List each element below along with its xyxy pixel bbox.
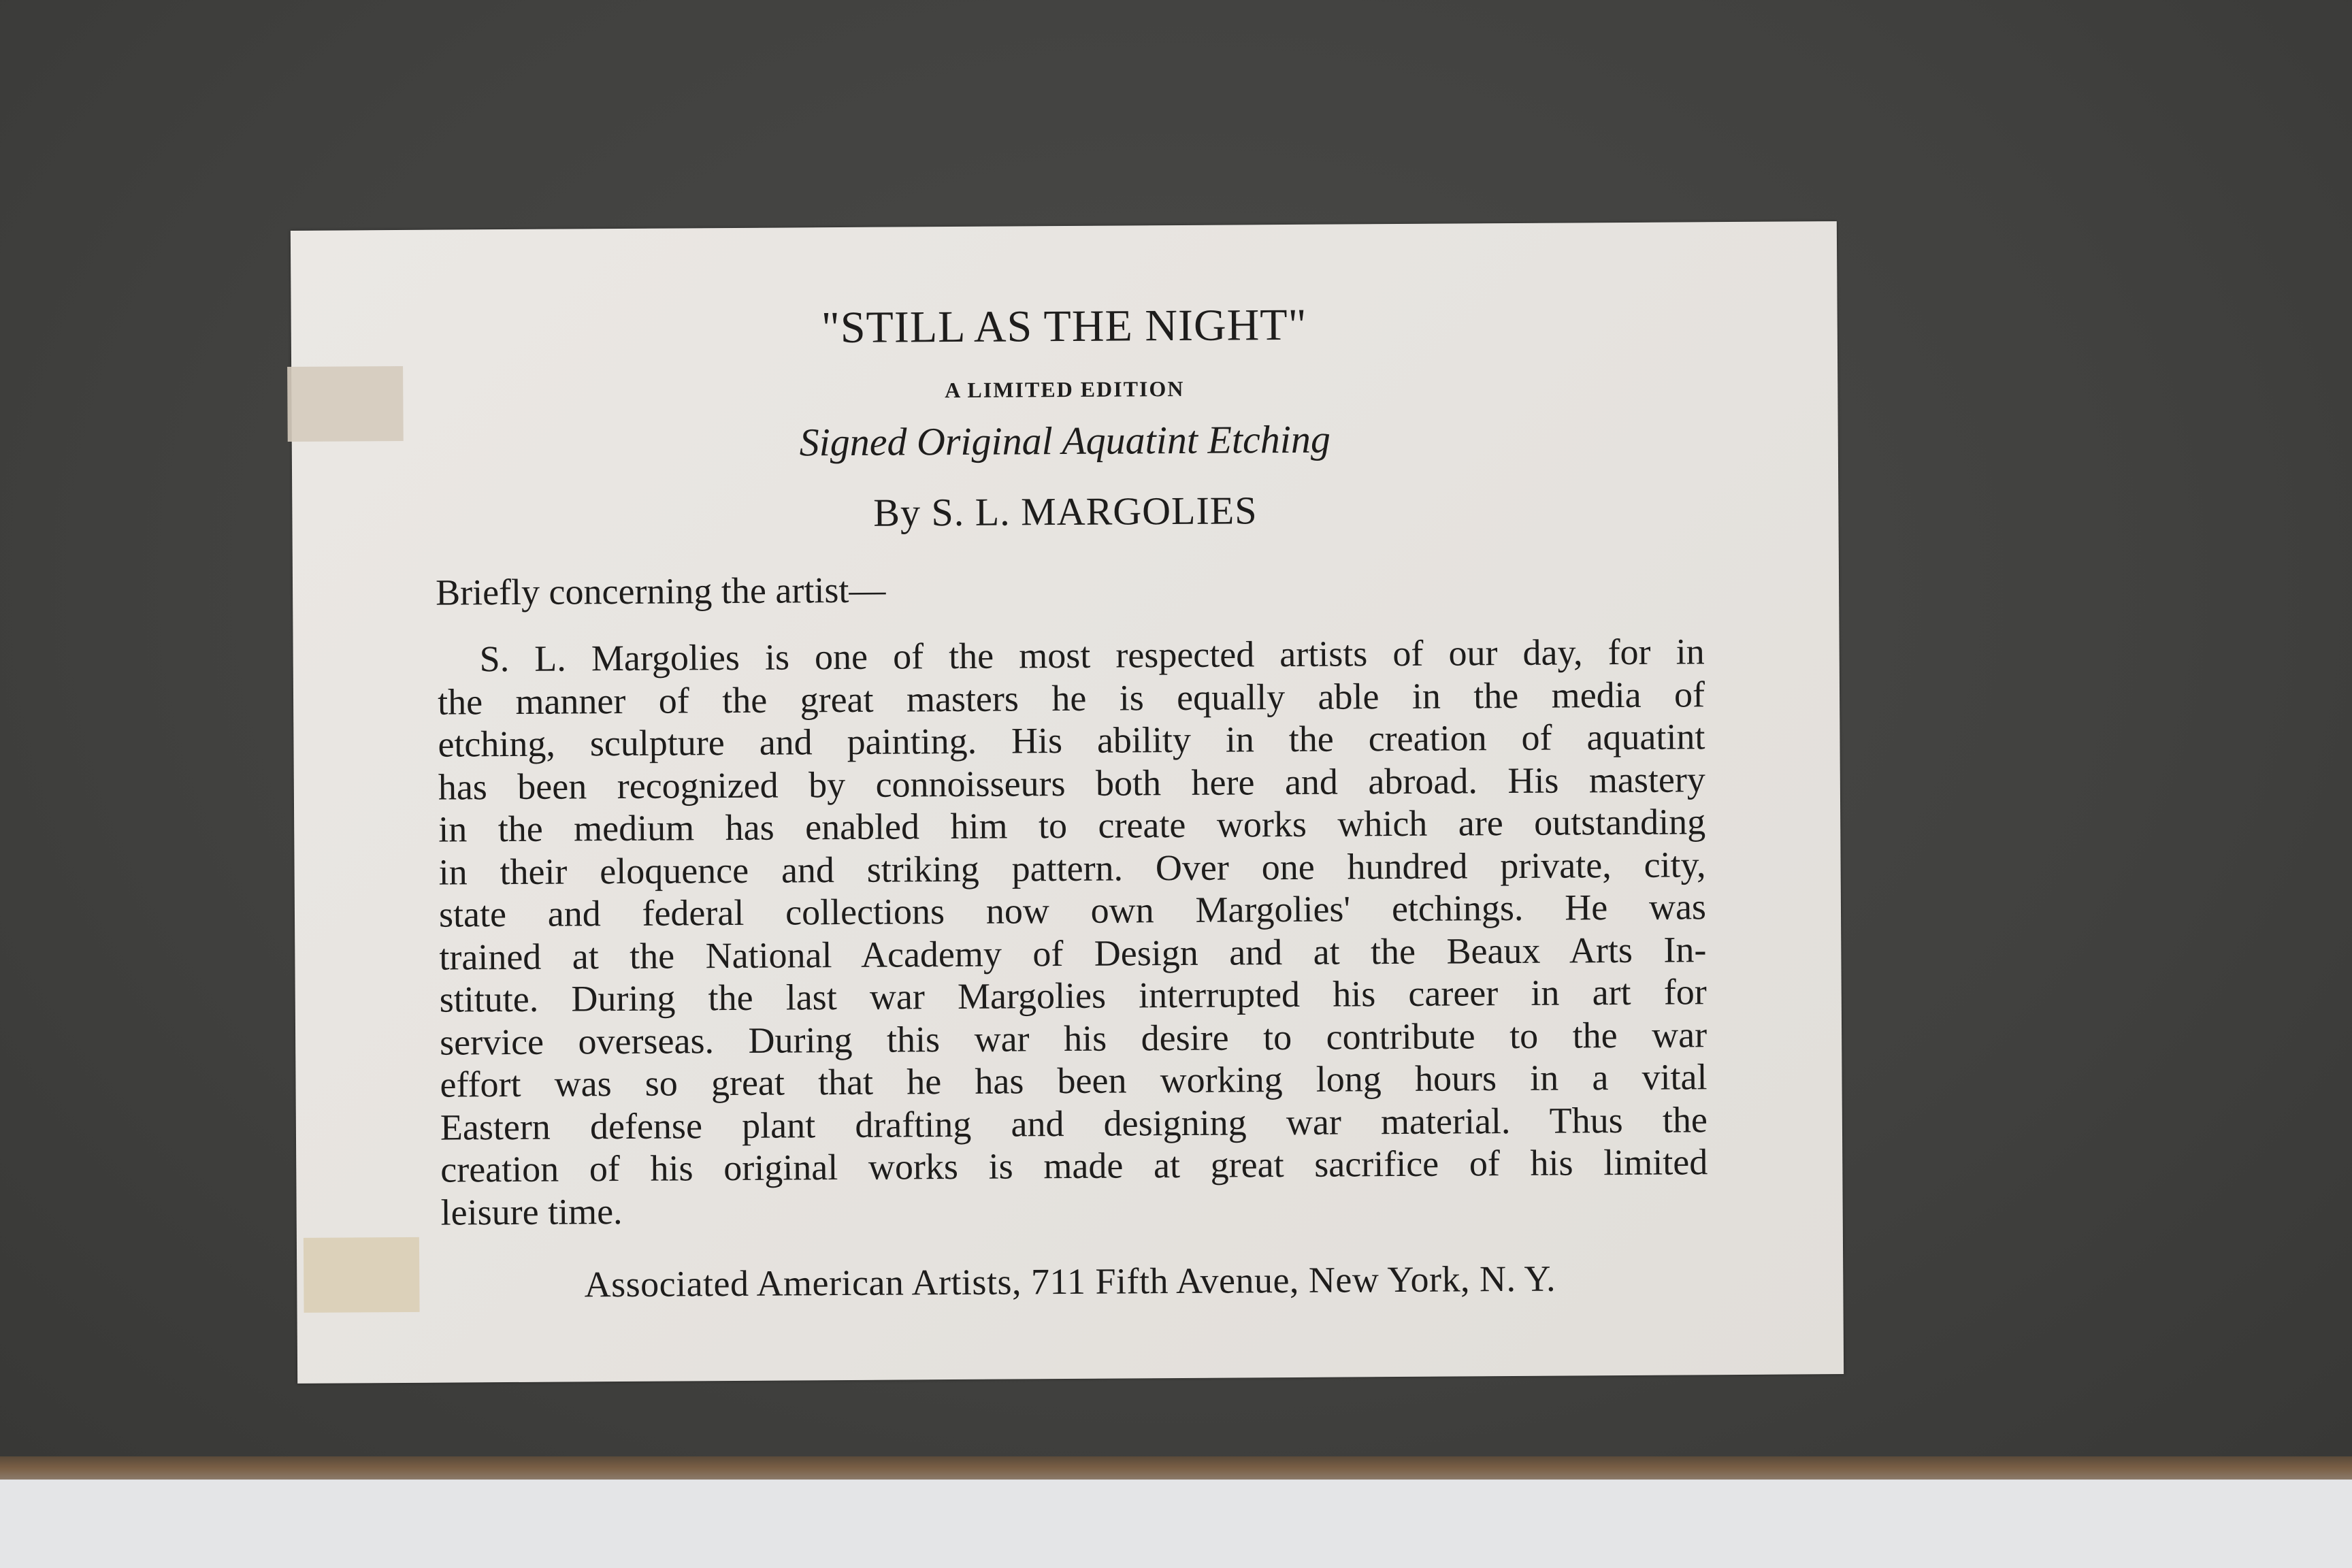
printed-label-card bbox=[291, 221, 1844, 1384]
artwork-title: "STILL AS THE NIGHT" bbox=[821, 299, 1307, 353]
frame-edge bbox=[0, 1456, 2352, 1480]
medium-subtitle: Signed Original Aquatint Etching bbox=[799, 416, 1331, 465]
bio-line: leisure time. bbox=[440, 1190, 623, 1233]
bio-line: Eastern defense plant drafting and designing war material. Thus the bbox=[440, 1098, 1708, 1148]
artist-byline: By S. L. MARGOLIES bbox=[873, 488, 1258, 535]
bio-line: state and federal collections now own Margolies' etchings. He was bbox=[438, 886, 1707, 935]
intro-heading: Briefly concerning the artist— bbox=[435, 569, 886, 613]
bio-line: service overseas. During this war his desire to contribute to the war bbox=[439, 1013, 1708, 1063]
bio-line: has been recognized by connoisseurs both here and abroad. His mastery bbox=[438, 758, 1705, 808]
background-surface bbox=[0, 1480, 2352, 1568]
bio-line: S. L. Margolies is one of the most respected artists of our day, for in bbox=[479, 631, 1705, 680]
artist-biography bbox=[438, 630, 1708, 1233]
bio-line: in their eloquence and striking pattern. Over one hundred private, city, bbox=[438, 843, 1706, 893]
bio-line: creation of his original works is made at great sacrifice of his limited bbox=[440, 1141, 1708, 1190]
edition-label: A LIMITED EDITION bbox=[945, 376, 1185, 403]
bio-line: in the medium has enabled him to create works which are outstanding bbox=[438, 801, 1706, 850]
bio-line: stitute. During the last war Margolies interrupted his career in art for bbox=[439, 971, 1707, 1020]
bio-line: effort was so great that he has been working long hours in a vital bbox=[440, 1056, 1708, 1105]
bio-line: the manner of the great masters he is equally able in the media of bbox=[437, 673, 1705, 723]
bio-line: trained at the National Academy of Design and at the Beaux Arts In- bbox=[439, 928, 1707, 978]
bio-line: etching, sculpture and painting. His ability in the creation of aquatint bbox=[438, 716, 1705, 765]
publisher-address: Associated American Artists, 711 Fifth Avenue, New York, N. Y. bbox=[584, 1258, 1556, 1305]
